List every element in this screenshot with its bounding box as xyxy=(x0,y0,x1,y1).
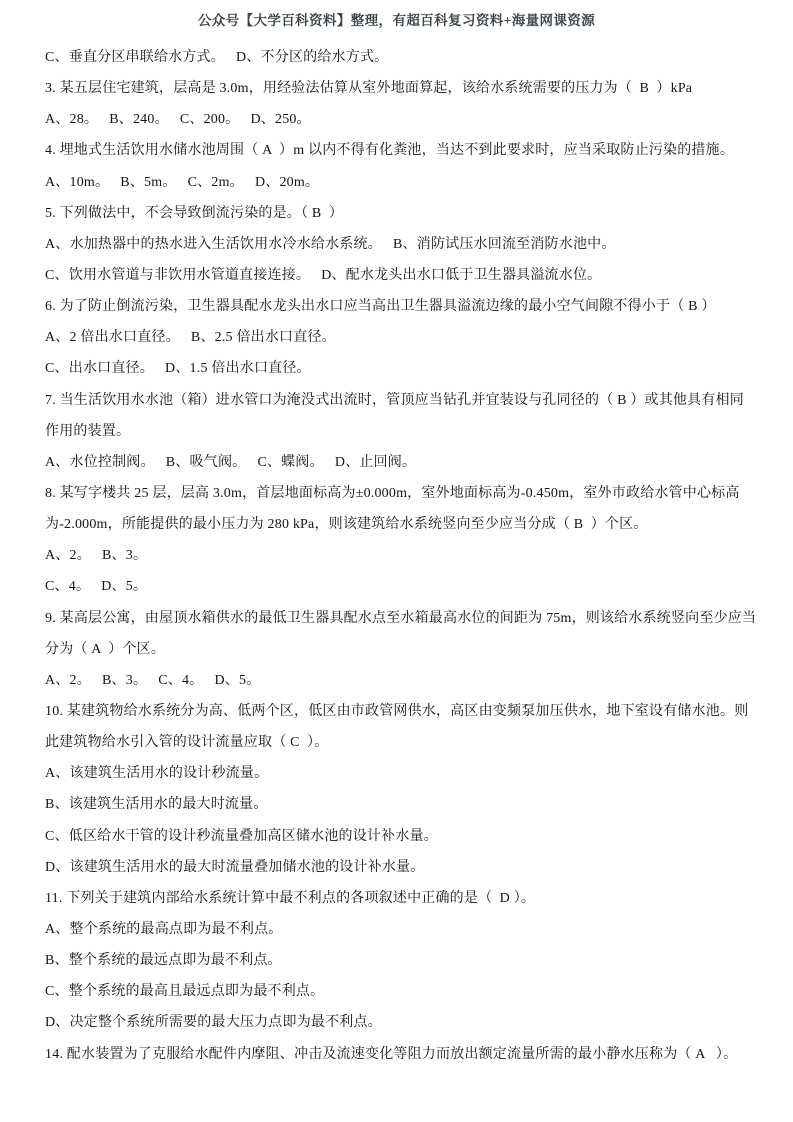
page-header-note: 公众号【大学百科资料】整理，有超百科复习资料+海量网课资源 xyxy=(197,13,596,28)
option-line: D、决定整个系统所需要的最大压力点即为最不利点。 xyxy=(45,1015,382,1031)
question-line: 14. 配水装置为了克服给水配件内摩阻、冲击及流速变化等阻力而放出额定流量所需的最小静水压称为（ A ）。 xyxy=(45,1046,738,1062)
question-line: 9. 某高层公寓，由屋顶水箱供水的最低卫生器具配水点至水箱最高水位的间距为 75m，则该给水系统竖向至少应当 xyxy=(45,610,757,626)
document-body xyxy=(0,29,793,1070)
question-line: 6. 为了防止倒流污染，卫生器具配水龙头出水口应当高出卫生器具溢流边缘的最小空气间隙不得小于（ B ） xyxy=(45,299,716,315)
option-line: C、整个系统的最高且最远点即为最不利点。 xyxy=(45,984,325,1000)
option-line: C、饮用水管道与非饮用水管道直接连接。 D、配水龙头出水口低于卫生器具溢流水位。 xyxy=(45,267,602,283)
question-line: 11. 下列关于建筑内部给水系统计算中最不利点的各项叙述中正确的是（ D ）。 xyxy=(45,890,536,906)
option-line: C、出水口直径。 D、1.5 倍出水口直径。 xyxy=(45,361,311,377)
option-line: A、水加热器中的热水进入生活饮用水冷水给水系统。 B、消防试压水回流至消防水池中。 xyxy=(45,236,616,252)
question-continuation-line: 此建筑物给水引入管的设计流量应取（ C ）。 xyxy=(45,735,329,751)
question-line: 7. 当生活饮用水水池（箱）进水管口为淹没式出流时，管顶应当钻孔并宜装设与孔同径的（ B ）或其他具有相同 xyxy=(45,392,744,408)
question-continuation-line: 作用的装置。 xyxy=(45,423,131,439)
option-line: A、10m。 B、5m。 C、2m。 D、20m。 xyxy=(45,174,320,190)
option-line: A、该建筑生活用水的设计秒流量。 xyxy=(45,766,269,782)
option-line: A、2。 B、3。 xyxy=(45,548,148,564)
option-line: C、4。 D、5。 xyxy=(45,579,148,595)
option-line: A、水位控制阀。 B、吸气阀。 C、蝶阀。 D、止回阀。 xyxy=(45,454,417,470)
option-line: A、28。 B、240。 C、200。 D、250。 xyxy=(45,112,311,128)
option-line: B、整个系统的最远点即为最不利点。 xyxy=(45,953,282,969)
option-line: C、垂直分区串联给水方式。 D、不分区的给水方式。 xyxy=(45,50,389,65)
question-line: 3. 某五层住宅建筑，层高是 3.0m，用经验法估算从室外地面算起，该给水系统需要的压力为（ B ）kPa xyxy=(45,81,693,97)
option-line: B、该建筑生活用水的最大时流量。 xyxy=(45,797,268,813)
option-line: A、整个系统的最高点即为最不利点。 xyxy=(45,921,283,937)
question-line: 10. 某建筑物给水系统分为高、低两个区，低区由市政管网供水，高区由变频泵加压供水，地下室设有储水池。则 xyxy=(45,703,749,719)
question-continuation-line: 分为（ A ）个区。 xyxy=(45,641,166,657)
option-line: C、低区给水干管的设计秒流量叠加高区储水池的设计补水量。 xyxy=(45,828,438,844)
option-line: A、2。 B、3。 C、4。 D、5。 xyxy=(45,672,261,688)
question-line: 5. 下列做法中，不会导致倒流污染的是。（ B ） xyxy=(45,205,344,221)
option-line: D、该建筑生活用水的最大时流量叠加储水池的设计补水量。 xyxy=(45,859,425,875)
question-line: 8. 某写字楼共 25 层，层高 3.0m，首层地面标高为±0.000m，室外地面标高为-0.450m，室外市政给水管中心标高 xyxy=(45,485,740,501)
question-continuation-line: 为-2.000m，所能提供的最小压力为 280 kPa，则该建筑给水系统竖向至少应当分成（ B ）个区。 xyxy=(45,517,648,533)
question-line: 4. 埋地式生活饮用水储水池周围（ A ）m 以内不得有化粪池，当达不到此要求时，应当采取防止污染的措施。 xyxy=(45,143,735,159)
option-line: A、2 倍出水口直径。 B、2.5 倍出水口直径。 xyxy=(45,330,336,346)
